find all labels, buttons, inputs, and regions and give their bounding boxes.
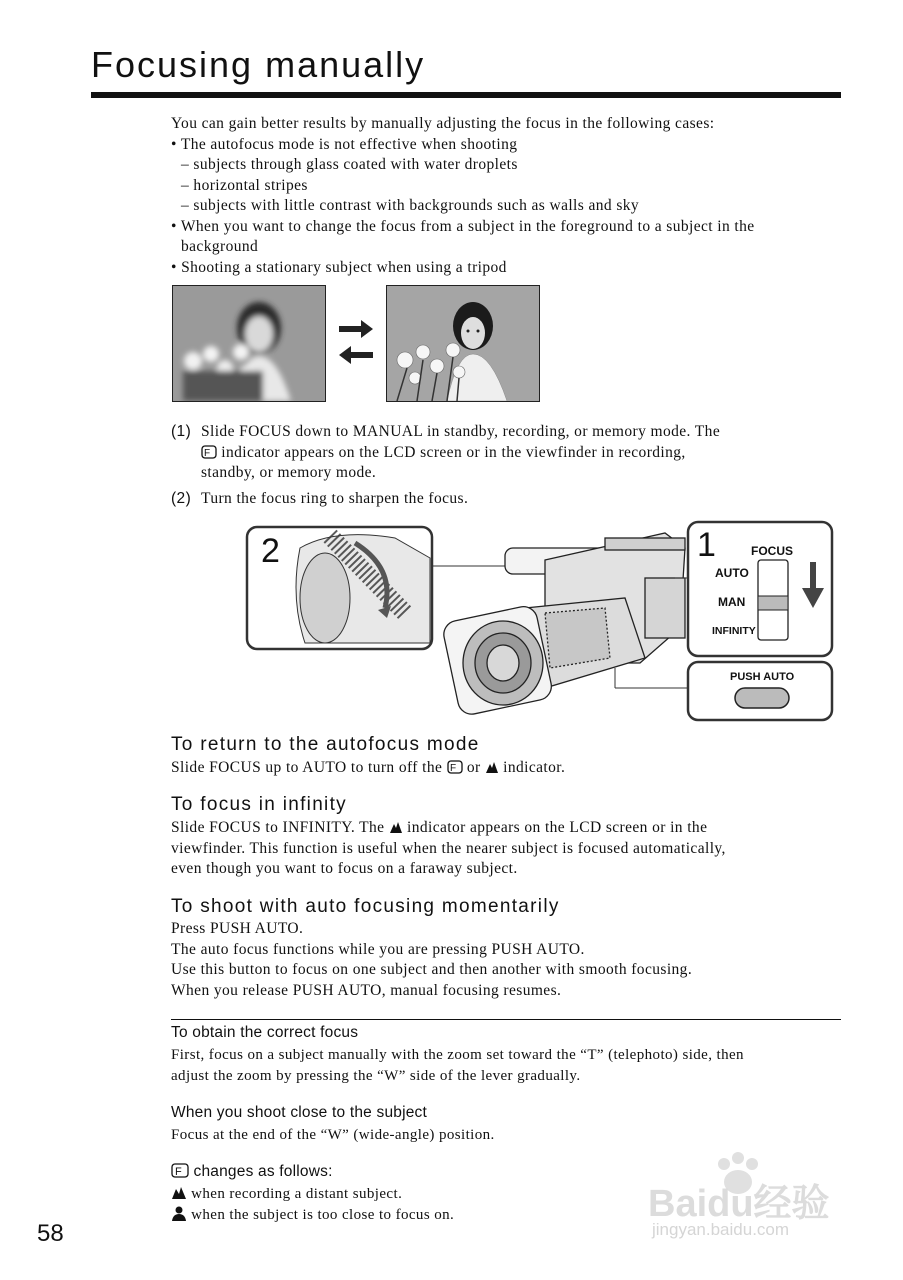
step-line: Turn the focus ring to sharpen the focus. <box>201 490 469 507</box>
section-line: viewfinder. This function is useful when the nearer subject is focused automatically, <box>171 839 726 857</box>
manual-focus-icon <box>447 760 463 774</box>
step-number: (1) <box>171 423 192 440</box>
infinity-mountain-icon <box>171 1185 187 1200</box>
note-heading: To obtain the correct focus <box>171 1024 359 1041</box>
section-line: indicator appears on the LCD screen or in the <box>407 819 708 836</box>
watermark <box>648 1150 848 1245</box>
diagram-label-2: 2 <box>261 532 280 570</box>
section-line: Use this button to focus on one subject and then another with smooth focusing. <box>171 961 693 978</box>
section-line: Slide FOCUS to INFINITY. The <box>171 819 385 836</box>
section-heading: To shoot with auto focusing momentarily <box>171 896 560 917</box>
intro-line: – subjects with little contrast with backgrounds such as walls and sky <box>181 197 640 214</box>
note-heading: changes as follows: <box>193 1163 333 1180</box>
note-text <box>171 1125 851 1146</box>
section-line-with-icon <box>171 818 851 839</box>
note-line: adjust the zoom by pressing the “W” side of the lever gradually. <box>171 1067 581 1084</box>
man-label: MAN <box>718 595 746 609</box>
note-line: when recording a distant subject. <box>191 1186 403 1202</box>
intro-text <box>171 114 851 278</box>
section-line: Slide FOCUS up to AUTO to turn off the <box>171 759 443 776</box>
infinity-mountain-icon <box>485 760 499 774</box>
blurred-portrait-illustration <box>173 286 325 401</box>
svg-text:F: F <box>449 763 457 774</box>
watermark-url: jingyan.baidu.com <box>652 1220 790 1239</box>
push-auto-button <box>735 688 789 708</box>
note-heading-with-icon <box>171 1163 333 1181</box>
sharp-portrait-illustration <box>387 286 539 401</box>
intro-line: – horizontal stripes <box>181 176 308 194</box>
intro-line: • Shooting a stationary subject when using a tripod <box>171 258 507 276</box>
diagram-label-1: 1 <box>697 526 716 564</box>
section-heading: To focus in infinity <box>171 794 347 815</box>
section-line: even though you want to focus on a faraway subject. <box>171 860 518 877</box>
push-auto-label: PUSH AUTO <box>730 671 795 683</box>
note-text <box>171 1045 851 1086</box>
watermark-brand: Baidu经验 <box>648 1183 830 1225</box>
note-line: First, focus on a subject manually with the zoom set toward the “T” (telephoto) side, then <box>171 1047 744 1063</box>
infinity-mountain-icon <box>389 820 403 834</box>
blurred-photo <box>172 285 326 402</box>
step-line: standby, or memory mode. <box>201 464 377 481</box>
intro-line: • The autofocus mode is not effective when shooting <box>171 135 518 153</box>
note-line: when the subject is too close to focus on. <box>191 1206 455 1223</box>
focus-label: FOCUS <box>751 544 793 558</box>
auto-label: AUTO <box>715 566 749 580</box>
section-line: or <box>466 759 481 776</box>
step-2 <box>171 489 851 510</box>
section-heading: To return to the autofocus mode <box>171 734 480 755</box>
section-line: Press PUSH AUTO. <box>171 920 304 937</box>
section-line: indicator. <box>503 759 566 776</box>
note-line: Focus at the end of the “W” (wide-angle) position. <box>171 1127 495 1143</box>
section-line: When you release PUSH AUTO, manual focusing resumes. <box>171 981 562 999</box>
section-text <box>171 758 851 779</box>
step-line: indicator appears on the LCD screen or in the viewfinder in recording, <box>217 443 686 461</box>
page-number: 58 <box>37 1220 64 1247</box>
section-text <box>171 919 851 1001</box>
svg-text:F: F <box>204 447 211 459</box>
intro-line: You can gain better results by manually adjusting the focus in the following cases: <box>171 115 715 132</box>
step-line-with-icon <box>201 443 851 464</box>
toggle-arrows <box>337 318 375 371</box>
note-heading: When you shoot close to the subject <box>171 1104 428 1121</box>
step-number: (2) <box>171 490 192 507</box>
camera-diagram <box>245 518 837 724</box>
page-title: Focusing manually <box>91 44 426 85</box>
step-1 <box>171 422 851 484</box>
manual-focus-icon <box>201 445 217 459</box>
intro-line: – subjects through glass coated with water droplets <box>181 156 518 173</box>
intro-line: • When you want to change the focus from a subject in the foreground to a subject in the <box>171 217 755 235</box>
notes-divider <box>171 1019 841 1020</box>
camcorder-body <box>441 533 685 717</box>
section-line: The auto focus functions while you are pressing PUSH AUTO. <box>171 940 585 958</box>
manual-focus-icon <box>171 1163 189 1178</box>
infinity-label: INFINITY <box>712 625 756 637</box>
title-rule <box>91 92 841 98</box>
sharp-photo <box>386 285 540 402</box>
section-text <box>171 818 851 880</box>
svg-text:F: F <box>175 1166 182 1178</box>
step-line: Slide FOCUS down to MANUAL in standby, recording, or memory mode. The <box>201 423 721 440</box>
double-arrow-icon <box>337 318 375 366</box>
close-subject-person-icon <box>171 1206 187 1221</box>
focus-switch-knob <box>758 596 788 610</box>
intro-line: background <box>181 238 259 255</box>
camcorder-illustration <box>245 518 837 724</box>
focus-ring-closeup <box>296 535 430 643</box>
